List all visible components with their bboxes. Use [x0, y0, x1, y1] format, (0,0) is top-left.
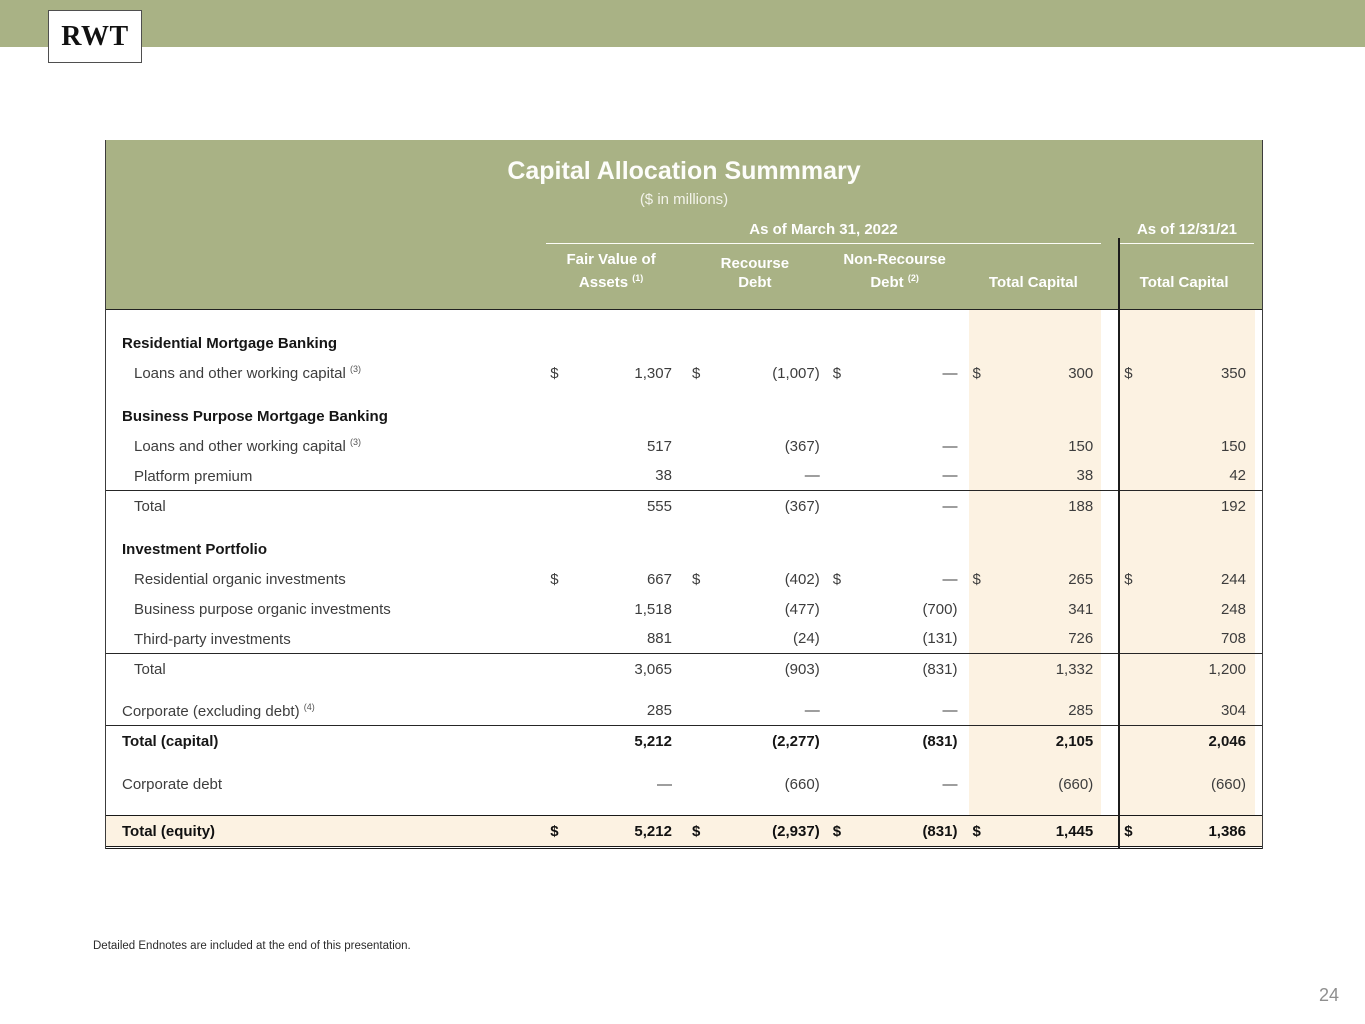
header-line2: Debt $^{(2)}$ [870, 273, 919, 291]
company-logo [48, 10, 142, 63]
cell-fair-value-of-assets: 285 [646, 702, 672, 719]
cell-total-capital: $ 265 [972, 570, 1094, 588]
table-row [106, 654, 1262, 684]
cell-recourse-debt: — [804, 467, 820, 484]
table-title: Capital Allocation Summmary [507, 157, 861, 185]
cell-recourse-debt [685, 401, 825, 431]
cell-recourse-debt: (367) [784, 437, 820, 455]
cell-recourse-debt: $ (402) [691, 570, 820, 588]
cell-recourse-debt [685, 328, 825, 358]
table-row [106, 594, 1262, 624]
cell-recourse-debt: (477) [784, 600, 820, 618]
row-label: Total (capital) [122, 733, 219, 750]
header-fair-value [545, 250, 677, 294]
row-label: Total [134, 661, 166, 678]
cell-non-recourse-debt [827, 328, 963, 358]
row-label: Third-party investments [134, 630, 291, 648]
row-label: Business Purpose Mortgage Banking [122, 408, 388, 425]
cell-recourse-debt: (903) [784, 660, 820, 678]
cell-fair-value-of-assets [545, 534, 677, 564]
logo-text: RWT [61, 20, 129, 52]
cell-recourse-debt [685, 534, 825, 564]
cell-total-capital: $ 300 [972, 364, 1094, 382]
cell-recourse-debt: (2,277) [772, 732, 820, 750]
table-row [106, 431, 1262, 461]
cell-total-capital-prior: (660) [1210, 775, 1246, 793]
cell-recourse-debt: $ (2,937) [691, 822, 820, 840]
header-total-capital [967, 273, 1099, 294]
cell-fair-value-of-assets: 517 [646, 437, 672, 455]
cell-fair-value-of-assets: — [656, 775, 672, 793]
cell-recourse-debt: — [804, 702, 820, 719]
top-banner [0, 0, 1365, 47]
table-row [106, 491, 1262, 521]
cell-total-capital-prior [1116, 328, 1252, 358]
cell-fair-value-of-assets: 5,212 [634, 732, 672, 750]
header-line2: Assets $^{(1)}$ [578, 273, 644, 291]
capital-allocation-table [105, 140, 1263, 849]
rows-container [106, 328, 1262, 847]
cell-non-recourse-debt: (831) [922, 660, 958, 678]
header-non-recourse-debt [827, 250, 963, 294]
cell-total-capital-prior: 150 [1220, 437, 1246, 455]
cell-fair-value-of-assets: 555 [646, 497, 672, 515]
cell-total-capital-prior: $ 244 [1124, 570, 1246, 588]
footnote: Detailed Endnotes are included at the end of this presentation. [93, 940, 411, 952]
row-label: Corporate (excluding debt) $^{(4)}$ [122, 701, 315, 720]
cell-total-capital-prior: $ 1,386 [1124, 822, 1246, 840]
cell-non-recourse-debt: (831) [922, 732, 958, 750]
cell-fair-value-of-assets [545, 401, 677, 431]
row-label: Loans and other working capital $^{(3)}$ [134, 364, 361, 382]
row-label: Corporate debt [122, 776, 223, 793]
cell-total-capital [967, 328, 1099, 358]
header-line1: Non-Recourse [843, 251, 946, 268]
cell-non-recourse-debt: — [942, 467, 958, 484]
cell-fair-value-of-assets: $ 5,212 [550, 822, 672, 840]
table-row [106, 461, 1262, 491]
column-divider [1118, 238, 1120, 849]
cell-total-capital [967, 401, 1099, 431]
cell-non-recourse-debt: (131) [922, 630, 958, 647]
cell-total-capital: 188 [1068, 497, 1094, 515]
row-label: Business purpose organic investments [134, 601, 391, 618]
cell-total-capital-prior [1116, 534, 1252, 564]
cell-total-capital: 726 [1068, 630, 1094, 647]
cell-total-capital-prior: 708 [1220, 630, 1246, 647]
cell-fair-value-of-assets [545, 328, 677, 358]
cell-non-recourse-debt: $ (831) [832, 822, 958, 840]
cell-non-recourse-debt: $ — [832, 570, 958, 588]
double-bottom-rule [106, 847, 1262, 849]
column-group-row [106, 221, 1262, 244]
cell-non-recourse-debt: (700) [922, 600, 958, 618]
cell-fair-value-of-assets: 3,065 [634, 660, 672, 678]
row-label: Total [134, 498, 166, 515]
cell-fair-value-of-assets: 881 [646, 630, 672, 647]
cell-non-recourse-debt [827, 401, 963, 431]
table-row [106, 328, 1262, 358]
cell-non-recourse-debt: — [942, 702, 958, 719]
row-label: Residential organic investments [134, 571, 346, 588]
cell-non-recourse-debt: — [942, 497, 958, 515]
cell-recourse-debt: $ (1,007) [691, 364, 820, 382]
header-line1: Recourse [720, 255, 790, 272]
table-row [106, 769, 1262, 799]
cell-non-recourse-debt: — [942, 775, 958, 793]
cell-fair-value-of-assets: $ 667 [550, 570, 672, 588]
cell-total-capital-prior: 248 [1220, 600, 1246, 618]
header-line2: Debt [738, 274, 772, 291]
cell-total-capital: 341 [1068, 600, 1094, 618]
cell-total-capital: 1,332 [1055, 660, 1094, 678]
cell-total-capital-prior: $ 350 [1124, 364, 1246, 382]
cell-non-recourse-debt [827, 534, 963, 564]
cell-total-capital: 2,105 [1055, 732, 1094, 750]
cell-non-recourse-debt: — [942, 437, 958, 455]
cell-total-capital: 285 [1068, 702, 1094, 719]
cell-total-capital: 150 [1068, 437, 1094, 455]
row-label: Residential Mortgage Banking [122, 335, 338, 352]
cell-fair-value-of-assets: 38 [655, 467, 672, 484]
cell-total-capital-prior [1116, 401, 1252, 431]
table-row [106, 401, 1262, 431]
header-total-capital-prior [1116, 273, 1252, 294]
cell-recourse-debt: (660) [784, 775, 820, 793]
header-line2: Total Capital [988, 274, 1078, 291]
row-label: Loans and other working capital $^{(3)}$ [134, 437, 361, 455]
row-label: Investment Portfolio [122, 541, 268, 558]
page-number: 24 [1318, 985, 1339, 1005]
table-header [106, 140, 1262, 310]
table-row [106, 534, 1262, 564]
row-label: Total (equity) [122, 823, 216, 840]
cell-total-capital-prior: 2,046 [1208, 732, 1246, 750]
table-row [106, 564, 1262, 594]
cell-fair-value-of-assets: 1,518 [634, 600, 672, 618]
cell-total-capital-prior: 1,200 [1208, 660, 1246, 678]
cell-fair-value-of-assets: $ 1,307 [550, 364, 672, 382]
table-body [106, 310, 1262, 849]
cell-recourse-debt: (367) [784, 497, 820, 515]
cell-total-capital-prior: 304 [1220, 702, 1246, 719]
table-row [106, 726, 1262, 756]
table-row [106, 358, 1262, 388]
header-line1: Fair Value of [566, 251, 656, 268]
cell-total-capital: 38 [1076, 467, 1094, 484]
group-dec-2021: As of 12/31/21 [1120, 221, 1254, 244]
cell-total-capital-prior: 192 [1220, 497, 1246, 515]
row-label: Platform premium [134, 467, 253, 485]
cell-total-capital: $ 1,445 [972, 822, 1094, 840]
table-row [106, 696, 1262, 726]
table-row [106, 815, 1262, 847]
table-subtitle: ($ in millions) [639, 191, 729, 208]
cell-total-capital: (660) [1058, 775, 1094, 793]
table-row [106, 624, 1262, 654]
group-march-2022: As of March 31, 2022 [546, 221, 1101, 244]
header-line2: Total Capital [1139, 274, 1229, 291]
header-recourse-debt [685, 254, 825, 294]
cell-recourse-debt: (24) [793, 630, 820, 647]
cell-total-capital [967, 534, 1099, 564]
cell-non-recourse-debt: $ — [832, 364, 958, 382]
column-header-row [106, 250, 1262, 294]
cell-total-capital-prior: 42 [1229, 467, 1246, 484]
